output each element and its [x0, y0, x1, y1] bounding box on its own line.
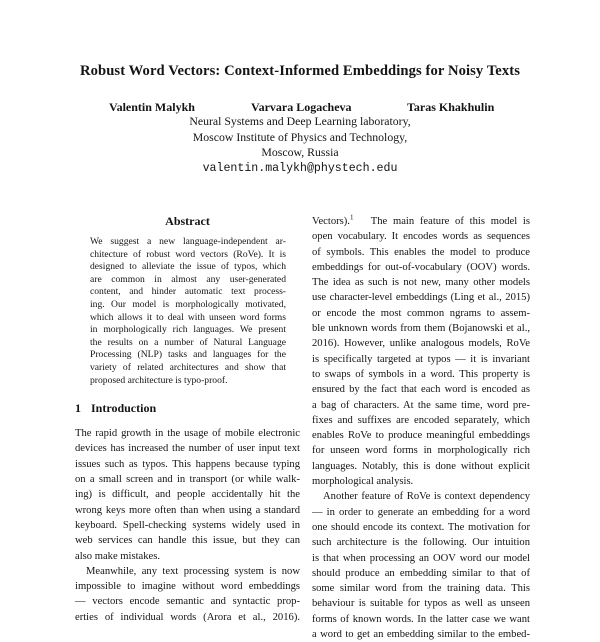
body-line: for unseen word forms in morphologically rich: [312, 445, 530, 457]
body-line: erties of individual words (Arora et al., 2016).: [75, 611, 300, 623]
body-line: impossible to imagine without word embeddings: [75, 581, 300, 593]
body-line: wrong keys more often than when using a standard: [75, 504, 300, 516]
body-line: The idea as such is not new, many other models: [312, 277, 530, 289]
left-column: [75, 214, 300, 625]
abstract-line: proposed architecture is typo-proof.: [90, 374, 228, 386]
body-line: Meanwhile, any text processing system is now: [86, 565, 300, 577]
affiliation-line: Moscow Institute of Physics and Technology,: [192, 129, 408, 144]
author-name: Varvara Logacheva: [251, 100, 352, 114]
body-line: use character-level embeddings (Ling et al., 2015): [312, 292, 530, 304]
abstract-line: which allows it to deal with unseen word forms: [90, 311, 286, 323]
body-line: open vocabulary. It encodes words as sequences: [312, 231, 530, 243]
abstract-line: Processing (NLP) tasks and languages for the: [90, 349, 286, 361]
affiliation-line: Neural Systems and Deep Learning laboratory,: [189, 114, 411, 128]
body-line: — vectors encode semantic and syntactic prop-: [75, 596, 300, 608]
body-line: should produce an embedding similar to that of: [312, 567, 530, 579]
body-text: Vectors).: [312, 216, 350, 227]
body-line: issues such as typos. This happens because typing: [75, 458, 300, 470]
body-line: is specifically targeted at typos — it is invariant: [312, 353, 530, 365]
body-line: one should encode its context. The motivation for: [312, 521, 530, 533]
abstract-line: designed to alleviate the issue of typos, which: [90, 261, 286, 273]
body-line: ensured by the fact that each word is encoded as: [312, 384, 530, 396]
body-line: enables RoVe to produce meaningful embeddings: [312, 430, 530, 442]
body-paragraph: [312, 214, 530, 489]
footnote-marker: 1: [349, 213, 354, 222]
body-line: ble unknown words from them (Bojanowski et al.,: [312, 323, 530, 335]
body-line: ing) is difficult, and people accidentally hit the: [75, 489, 300, 501]
affiliation-block: [0, 114, 600, 176]
body-line: some similar word from the training data. This: [312, 583, 530, 595]
abstract-body: [75, 236, 300, 387]
abstract-line: chitecture of robust word vectors (RoVe). It is: [90, 248, 286, 260]
body-line: devices has increased the number of user input text: [75, 443, 300, 455]
introduction-paragraph: [75, 426, 300, 564]
abstract-line: We suggest a new language-independent ar-: [90, 236, 286, 247]
body-line: forms of known words. In the latter case we want: [312, 613, 530, 625]
abstract-line: content, and hinder automatic text process-: [90, 286, 286, 298]
author-name: Taras Khakhulin: [407, 100, 495, 114]
body-line: fixes and suffixes are encoded separately, which: [312, 414, 530, 426]
abstract-line: variety of related architectures and show that: [90, 361, 286, 373]
section-heading: [75, 401, 300, 416]
body-line: a word to get an embedding similar to the embed-: [312, 629, 530, 641]
abstract-line: the results on a number of Natural Language: [90, 336, 286, 348]
affiliation-line: Moscow, Russia: [261, 145, 339, 159]
body-line: morphological analysis.: [312, 476, 414, 488]
body-line: embeddings for out-of-vocabulary (OOV) words.: [312, 261, 530, 273]
body-line: a bag of characters. At the same time, word pre-: [312, 399, 530, 411]
author-name: Valentin Malykh: [109, 100, 195, 114]
author-list: [0, 100, 600, 114]
body-text: The main feature of this model is: [370, 216, 531, 227]
body-line: languages. Notably, this is done without explicit: [312, 460, 530, 472]
body-line: — in order to generate an embedding for a word: [312, 506, 530, 518]
body-line: to swaps of symbols in a word. This property is: [312, 368, 530, 380]
body-paragraph: [312, 489, 530, 642]
body-line: [312, 214, 530, 229]
abstract-heading: Abstract: [165, 214, 210, 228]
body-line: of symbols. This enables the model to produce: [312, 246, 530, 258]
section-title: Introduction: [91, 401, 157, 416]
abstract-line: ing. Our model is morphologically motivated,: [90, 298, 286, 310]
body-line: behaviour is suitable for typos as well as unseen: [312, 598, 530, 610]
paper-title: Robust Word Vectors: Context-Informed Embeddings for Noisy Texts: [79, 63, 521, 79]
body-line: or encode the most common ngrams to assem-: [312, 307, 530, 319]
right-column: [312, 214, 530, 642]
body-line: on a small screen and in transport (or while walk-: [75, 474, 300, 486]
body-line: The rapid growth in the usage of mobile electronic: [75, 428, 300, 440]
body-line: is that when processing an OOV word our model: [312, 552, 530, 564]
abstract-line: are common in almost any user-generated: [90, 273, 286, 285]
author-email: valentin.malykh@phystech.edu: [202, 161, 398, 175]
introduction-paragraph: [75, 564, 300, 625]
body-line: such architecture is the following. Our intuition: [312, 537, 530, 549]
body-line: also make mistakes.: [75, 550, 161, 562]
abstract-line: in morphologically rich languages. We present: [90, 324, 286, 336]
section-number: 1: [75, 401, 81, 416]
body-line: 2016). However, unlike analogous models, RoVe: [312, 338, 530, 350]
body-line: web services can handle this issue, but they can: [75, 535, 300, 547]
body-line: keyboard. Spell-checking systems widely used in: [75, 519, 300, 531]
body-line: Another feature of RoVe is context dependency: [323, 491, 530, 503]
